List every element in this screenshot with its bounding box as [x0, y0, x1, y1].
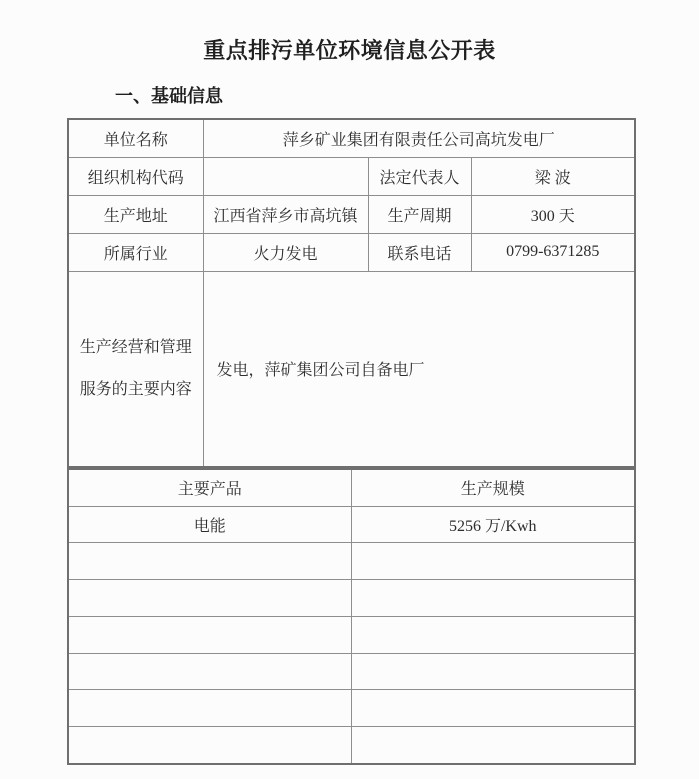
industry-label: 所属行业: [68, 233, 203, 271]
business-scope-label-line2: 服务的主要内容: [79, 380, 192, 398]
product-row: [68, 506, 635, 543]
business-scope-value: 发电，萍矿集团公司自备电厂: [203, 271, 635, 467]
production-scale-cell: [351, 727, 635, 764]
products-header-scale: 生产规模: [351, 469, 635, 506]
production-address-label: 生产地址: [68, 195, 203, 233]
product-name-cell: [68, 690, 351, 727]
unit-name-label: 单位名称: [68, 119, 203, 157]
industry-value: 火力发电: [203, 233, 368, 271]
production-scale-cell: [351, 690, 635, 727]
basic-info-table: [67, 118, 636, 468]
product-row: [68, 690, 635, 727]
section-heading-basic-info: 一、基础信息: [115, 86, 223, 106]
legal-representative-value: 梁 波: [471, 157, 635, 195]
production-scale-cell: [351, 580, 635, 617]
production-scale-cell: [351, 616, 635, 653]
products-table: [67, 468, 636, 765]
contact-phone-label: 联系电话: [368, 233, 471, 271]
product-row: [68, 543, 635, 580]
product-name-cell: [68, 727, 351, 764]
production-cycle-label: 生产周期: [368, 195, 471, 233]
products-header-product: 主要产品: [68, 469, 351, 506]
org-code-label: 组织机构代码: [68, 157, 203, 195]
org-code-value: [203, 157, 368, 195]
table-row: [68, 157, 635, 195]
business-scope-label: [68, 271, 203, 467]
product-row: [68, 616, 635, 653]
production-scale-cell: [351, 543, 635, 580]
document-title: 重点排污单位环境信息公开表: [203, 38, 496, 63]
unit-name-value: 萍乡矿业集团有限责任公司高坑发电厂: [203, 119, 635, 157]
product-name-cell: [68, 580, 351, 617]
production-scale-cell: [351, 653, 635, 690]
production-cycle-value: 300 天: [471, 195, 635, 233]
products-header-row: [68, 469, 635, 506]
product-name-cell: [68, 616, 351, 653]
product-name-cell: 电能: [68, 506, 351, 543]
table-row: [68, 271, 635, 467]
table-row: [68, 233, 635, 271]
product-row: [68, 727, 635, 764]
product-name-cell: [68, 653, 351, 690]
table-row: [68, 119, 635, 157]
product-row: [68, 580, 635, 617]
product-row: [68, 653, 635, 690]
contact-phone-value: 0799-6371285: [471, 233, 635, 271]
production-scale-cell: 5256 万/Kwh: [351, 506, 635, 543]
business-scope-label-line1: 生产经营和管理: [79, 338, 192, 356]
production-address-value: 江西省萍乡市高坑镇: [203, 195, 368, 233]
table-row: [68, 195, 635, 233]
product-name-cell: [68, 543, 351, 580]
legal-representative-label: 法定代表人: [368, 157, 471, 195]
